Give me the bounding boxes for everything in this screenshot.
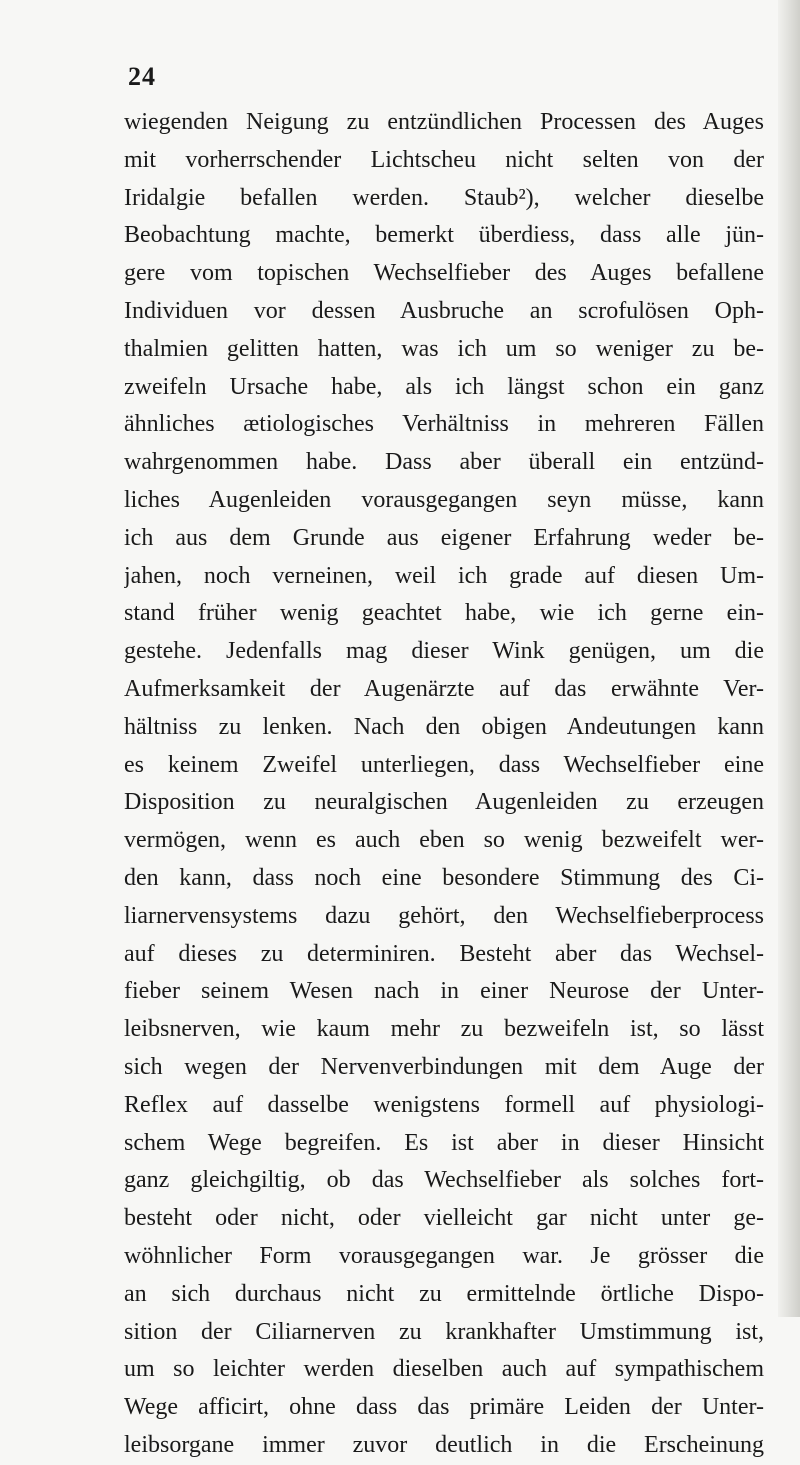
text-line: Reflex auf dasselbe wenigstens formell auf physiologi- <box>124 1091 764 1118</box>
text-line: ähnliches ætiologisches Verhältniss in mehreren Fällen <box>124 411 764 438</box>
text-line: ganz gleichgiltig, ob das Wechselfieber als solches fort- <box>124 1167 764 1194</box>
text-line: sich wegen der Nervenverbindungen mit dem Auge der <box>124 1053 764 1080</box>
text-line: Aufmerksamkeit der Augenärzte auf das erwähnte Ver- <box>124 675 764 702</box>
body-text <box>124 104 764 1465</box>
text-line: schem Wege begreifen. Es ist aber in dieser Hinsicht <box>124 1129 764 1156</box>
text-line: den kann, dass noch eine besondere Stimmung des Ci- <box>124 864 764 891</box>
text-line: besteht oder nicht, oder vielleicht gar nicht unter ge- <box>124 1205 764 1232</box>
text-line: wöhnlicher Form vorausgegangen war. Je grösser die <box>124 1242 764 1269</box>
text-line: Iridalgie befallen werden. Staub²), welcher dieselbe <box>124 184 764 211</box>
text-line: Disposition zu neuralgischen Augenleiden zu erzeugen <box>124 789 764 816</box>
text-line: auf dieses zu determiniren. Besteht aber das Wechsel- <box>124 940 764 967</box>
text-line: hältniss zu lenken. Nach den obigen Andeutungen kann <box>124 713 764 740</box>
text-line: fieber seinem Wesen nach in einer Neurose der Unter- <box>124 978 764 1005</box>
text-line: stand früher wenig geachtet habe, wie ich gerne ein- <box>124 600 764 627</box>
text-line: ich aus dem Grunde aus eigener Erfahrung weder be- <box>124 524 764 551</box>
text-line: wahrgenommen habe. Dass aber überall ein entzünd- <box>124 449 764 476</box>
text-line: gere vom topischen Wechselfieber des Auges befallene <box>124 260 764 287</box>
text-line: es keinem Zweifel unterliegen, dass Wechselfieber eine <box>124 751 764 778</box>
text-line: um so leichter werden dieselben auch auf sympathischem <box>124 1356 764 1383</box>
text-line: wiegenden Neigung zu entzündlichen Processen des Auges <box>124 109 764 135</box>
text-line: sition der Ciliarnerven zu krankhafter Umstimmung ist, <box>124 1318 764 1345</box>
text-line: zweifeln Ursache habe, als ich längst schon ein ganz <box>124 373 764 400</box>
text-line: an sich durchaus nicht zu ermittelnde örtliche Dispo- <box>124 1280 764 1307</box>
text-line: liches Augenleiden vorausgegangen seyn müsse, kann <box>124 486 764 513</box>
text-line: leibsnerven, wie kaum mehr zu bezweifeln ist, so lässt <box>124 1016 764 1043</box>
text-line: Wege afficirt, ohne dass das primäre Leiden der Unter- <box>124 1394 764 1421</box>
text-line: leibsorgane immer zuvor deutlich in die Erscheinung <box>124 1431 764 1458</box>
page-edge-shadow <box>778 0 800 1317</box>
text-line: Individuen vor dessen Ausbruche an scrofulösen Oph- <box>124 297 764 324</box>
text-line: vermögen, wenn es auch eben so wenig bezweifelt wer- <box>124 827 764 854</box>
text-line: thalmien gelitten hatten, was ich um so weniger zu be- <box>124 335 764 362</box>
text-line: mit vorherrschender Lichtscheu nicht selten von der <box>124 146 764 173</box>
page-number: 24 <box>128 62 156 91</box>
text-line: jahen, noch verneinen, weil ich grade auf diesen Um- <box>124 562 764 589</box>
text-line: liarnervensystems dazu gehört, den Wechselfieberprocess <box>124 902 764 929</box>
text-line: gestehe. Jedenfalls mag dieser Wink genügen, um die <box>124 638 764 665</box>
text-line: Beobachtung machte, bemerkt überdiess, dass alle jün- <box>124 222 764 249</box>
